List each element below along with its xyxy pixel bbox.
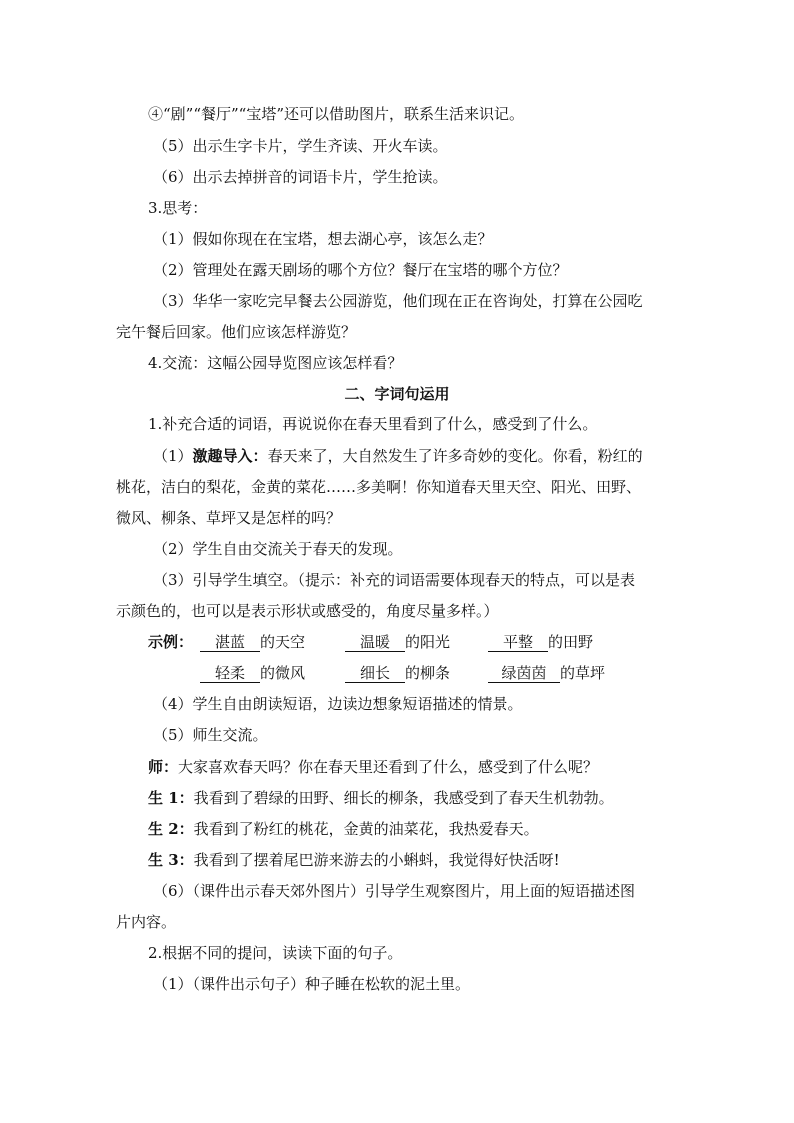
fill-blank: 细长	[345, 664, 405, 683]
dialogue-line	[148, 850, 560, 870]
dialogue-line	[148, 757, 598, 777]
text-line: （3）引导学生填空。（提示：补充的词语需要体现春天的特点，可以是表	[153, 571, 636, 589]
line-rest: 春天来了，大自然发生了许多奇妙的变化。你看，粉红的	[267, 447, 643, 465]
example-item	[488, 632, 593, 652]
speech-text: 我看到了摆着尾巴游来游去的小蝌蚪，我觉得好快活呀!	[193, 851, 560, 869]
text-line: 2.根据不同的提问，读读下面的句子。	[148, 944, 403, 962]
example-label-text: 示例：	[148, 633, 194, 651]
text-line: ④“剧”“餐厅”“宝塔”还可以借助图片，联系生活来识记。	[148, 105, 525, 123]
text-line: （4）学生自由朗读短语，边读边想象短语描述的情景。	[153, 695, 523, 713]
section-heading: 二、字词句运用	[344, 385, 450, 403]
text-line: （3）华华一家吃完早餐去公园游览，他们现在正在咨询处，打算在公园吃	[153, 292, 643, 310]
text-line: 片内容。	[116, 913, 177, 931]
speaker-label: 师：	[148, 758, 179, 776]
text-line: 完午餐后回家。他们应该怎样游览？	[116, 323, 357, 341]
phrase-suffix: 的天空	[260, 633, 306, 651]
example-item	[345, 663, 450, 683]
phrase-suffix: 的柳条	[405, 664, 451, 682]
text-line: 示颜色的，也可以是表示形状或感受的，角度尽量多样。）	[116, 602, 499, 620]
text-line: （1）（课件出示句子）种子睡在松软的泥土里。	[153, 975, 471, 993]
phrase-suffix: 的草坪	[560, 664, 606, 682]
speech-text: 我看到了粉红的桃花，金黄的油菜花，我热爱春天。	[193, 820, 539, 838]
fill-blank: 轻柔	[200, 664, 260, 683]
speech-text: 大家喜欢春天吗？你在春天里还看到了什么，感受到了什么呢？	[178, 758, 599, 776]
text-line: （5）出示生字卡片，学生齐读、开火车读。	[153, 137, 448, 155]
speech-text: 我看到了碧绿的田野、细长的柳条，我感受到了春天生机勃勃。	[193, 789, 614, 807]
bold-lead: 激趣导入：	[192, 447, 268, 465]
phrase-suffix: 的田野	[548, 633, 594, 651]
text-line: （6）（课件出示春天郊外图片）引导学生观察图片，用上面的短语描述图	[153, 882, 636, 900]
line-prefix: （1）	[153, 447, 193, 465]
dialogue-line	[148, 788, 614, 808]
example-label	[148, 632, 193, 652]
fill-blank: 绿茵茵	[488, 664, 560, 683]
speaker-label: 生 2：	[148, 820, 194, 838]
dialogue-line	[148, 819, 539, 839]
example-item	[200, 632, 305, 652]
text-line: （2）管理处在露天剧场的哪个方位？餐厅在宝塔的哪个方位？	[153, 261, 568, 279]
phrase-suffix: 的阳光	[405, 633, 451, 651]
text-line: 1.补充合适的词语，再说说你在春天里看到了什么，感受到了什么。	[148, 415, 598, 433]
fill-blank: 温暖	[345, 633, 405, 652]
example-item	[345, 632, 450, 652]
speaker-label: 生 1：	[148, 789, 194, 807]
text-line: 3.思考：	[148, 199, 208, 217]
text-line: 桃花，洁白的梨花，金黄的菜花……多美啊！你知道春天里天空、阳光、田野、	[116, 478, 642, 496]
phrase-suffix: 的微风	[260, 664, 306, 682]
text-line: （6）出示去掉拼音的词语卡片，学生抢读。	[153, 168, 448, 186]
fill-blank: 湛蓝	[200, 633, 260, 652]
example-item	[488, 663, 605, 683]
text-line: 微风、柳条、草坪又是怎样的吗？	[116, 509, 342, 527]
text-line: （1）假如你现在在宝塔，想去湖心亭，该怎么走？	[153, 230, 493, 248]
speaker-label: 生 3：	[148, 851, 194, 869]
example-item	[200, 663, 305, 683]
text-line: （2）学生自由交流关于春天的发现。	[153, 540, 403, 558]
fill-blank: 平整	[488, 633, 548, 652]
text-line: 4.交流：这幅公园导览图应该怎样看？	[148, 354, 403, 372]
text-line	[153, 446, 643, 466]
text-line: （5）师生交流。	[153, 726, 268, 744]
